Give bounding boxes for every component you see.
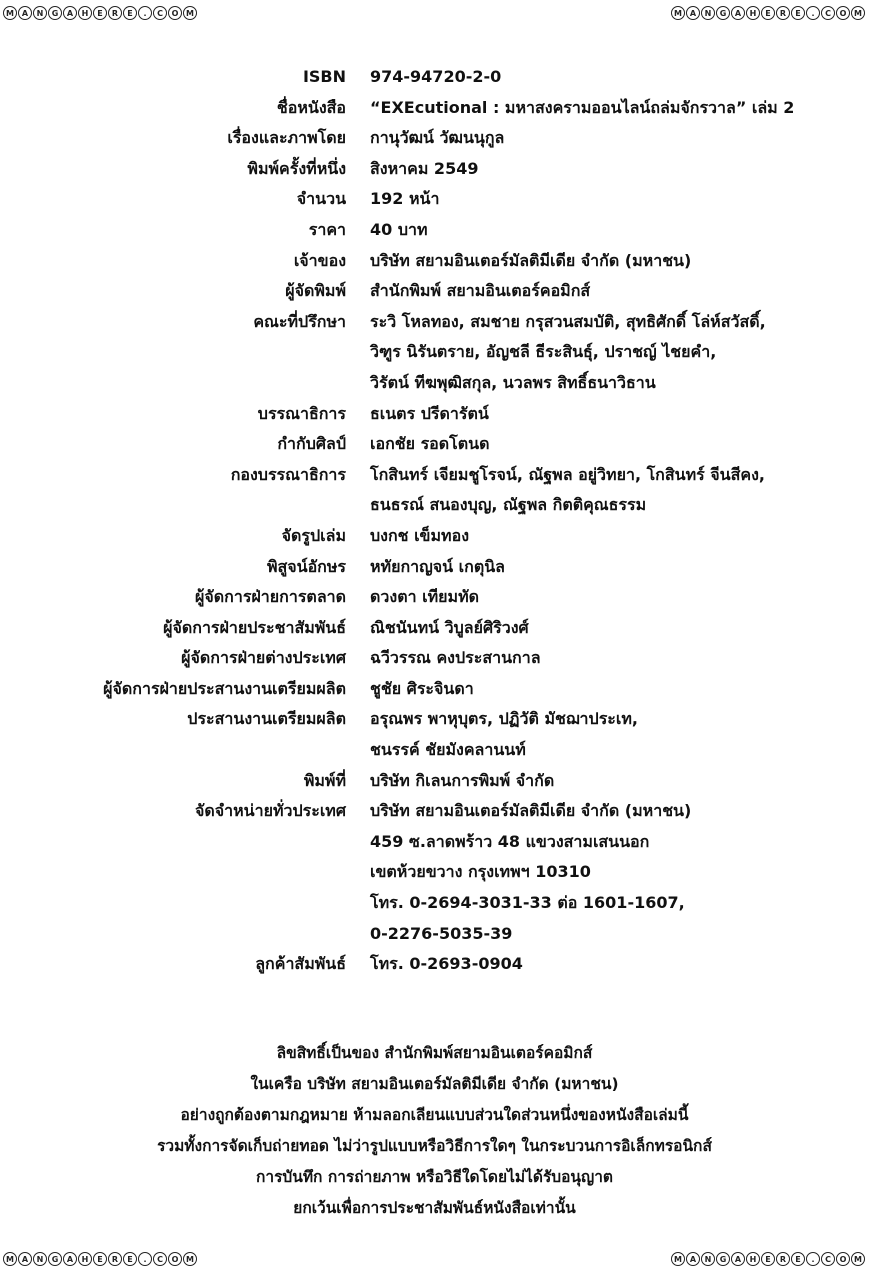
watermark-letter: . bbox=[806, 6, 820, 20]
watermark-letter: E bbox=[123, 6, 137, 20]
watermark-letter: A bbox=[18, 1252, 32, 1266]
credit-label: ผู้จัดการฝ่ายต่างประเทศ bbox=[181, 648, 346, 668]
credit-value: เขตห้วยขวาง กรุงเทพฯ 10310 bbox=[370, 862, 591, 882]
watermark-bottom-right bbox=[671, 1250, 866, 1268]
credit-value: ธนธรณ์ สนองบุญ, ณัฐพล กิตติคุณธรรม bbox=[370, 495, 647, 515]
credit-value: ธเนตร ปรีดารัตน์ bbox=[370, 403, 489, 423]
watermark-letter: A bbox=[686, 6, 700, 20]
credit-value: โทร. 0-2694-3031-33 ต่อ 1601-1607, bbox=[370, 893, 685, 913]
credit-values bbox=[370, 643, 850, 674]
credit-label: ISBN bbox=[302, 67, 346, 86]
watermark-letter: A bbox=[63, 1252, 77, 1266]
credit-values bbox=[370, 276, 850, 307]
credit-row bbox=[0, 93, 869, 124]
credit-row bbox=[0, 643, 869, 674]
credit-label: ผู้จัดพิมพ์ bbox=[285, 281, 346, 301]
credit-row bbox=[0, 552, 869, 583]
credit-value: โทร. 0-2693-0904 bbox=[370, 954, 523, 974]
credit-value: ชนรรค์ ชัยมังคลานนท์ bbox=[370, 740, 526, 760]
watermark-letter: E bbox=[93, 6, 107, 20]
watermark-letter: H bbox=[746, 1252, 760, 1266]
watermark-letter: H bbox=[78, 1252, 92, 1266]
watermark-letter: E bbox=[791, 6, 805, 20]
watermark-letter: C bbox=[153, 6, 167, 20]
credit-value: “EXEcutional : มหาสงครามออนไลน์ถล่มจักรวาล” เล่ม 2 bbox=[370, 97, 795, 117]
watermark-letter: R bbox=[776, 1252, 790, 1266]
credit-row bbox=[0, 123, 869, 154]
watermark-letter: A bbox=[63, 6, 77, 20]
credit-values bbox=[370, 582, 850, 613]
credit-values bbox=[370, 460, 850, 521]
credit-value: บริษัท สยามอินเตอร์มัลติมีเดีย จำกัด (มหาชน) bbox=[370, 250, 692, 270]
watermark-letter: M bbox=[3, 1252, 17, 1266]
credit-row bbox=[0, 949, 869, 980]
credit-value: 40 บาท bbox=[370, 219, 428, 239]
credit-label: กำกับศิลป์ bbox=[277, 434, 346, 454]
watermark-letter: . bbox=[138, 1252, 152, 1266]
watermark-letter: O bbox=[836, 1252, 850, 1266]
credit-row bbox=[0, 276, 869, 307]
watermark-letter: A bbox=[18, 6, 32, 20]
credit-row bbox=[0, 184, 869, 215]
credit-value: หทัยกาญจน์ เกตุนิล bbox=[370, 556, 505, 576]
credit-label: จัดรูปเล่ม bbox=[281, 525, 346, 545]
credit-row bbox=[0, 62, 869, 93]
watermark-letter: R bbox=[108, 1252, 122, 1266]
credit-value: สำนักพิมพ์ สยามอินเตอร์คอมิกส์ bbox=[370, 281, 591, 301]
credit-value: ณิชนันทน์ วิบูลย์ศิริวงศ์ bbox=[370, 617, 529, 637]
watermark-letter: G bbox=[716, 1252, 730, 1266]
credit-values bbox=[370, 154, 850, 185]
watermark-letter: . bbox=[806, 1252, 820, 1266]
watermark-top-left bbox=[3, 4, 198, 22]
credit-label: คณะที่ปรึกษา bbox=[253, 311, 346, 331]
credit-values bbox=[370, 429, 850, 460]
credit-values bbox=[370, 399, 850, 430]
credit-label: ชื่อหนังสือ bbox=[276, 97, 346, 117]
credit-values bbox=[370, 521, 850, 552]
credit-label: บรรณาธิการ bbox=[257, 403, 346, 423]
credit-row bbox=[0, 399, 869, 430]
credit-value: บริษัท สยามอินเตอร์มัลติมีเดีย จำกัด (มหาชน) bbox=[370, 801, 692, 821]
credit-values bbox=[370, 93, 850, 124]
watermark-letter: M bbox=[183, 6, 197, 20]
notice-line: ในเครือ บริษัท สยามอินเตอร์มัลติมีเดีย จำกัด (มหาชน) bbox=[250, 1075, 619, 1093]
credit-values bbox=[370, 307, 850, 399]
notice-line: ยกเว้นเพื่อการประชาสัมพันธ์หนังสือเท่านั้น bbox=[293, 1199, 576, 1217]
credit-label: พิมพ์ที่ bbox=[303, 770, 346, 790]
credit-value: 459 ซ.ลาดพร้าว 48 แขวงสามเสนนอก bbox=[370, 831, 650, 851]
watermark-letter: C bbox=[821, 1252, 835, 1266]
watermark-letter: A bbox=[731, 6, 745, 20]
credit-label: ผู้จัดการฝ่ายประสานงานเตรียมผลิต bbox=[103, 678, 346, 698]
credit-value: บงกช เข็มทอง bbox=[370, 525, 470, 545]
watermark-letter: H bbox=[746, 6, 760, 20]
credit-label: จัดจำหน่ายทั่วประเทศ bbox=[194, 801, 346, 821]
credit-values bbox=[370, 246, 850, 277]
credit-label: ผู้จัดการฝ่ายการตลาด bbox=[195, 587, 346, 607]
watermark-letter: E bbox=[93, 1252, 107, 1266]
credit-value: วิฑูร นิรันตราย, อัญชลี ธีระสินธุ์, ปราชญ์ ไชยคำ, bbox=[370, 342, 717, 362]
credit-row bbox=[0, 766, 869, 797]
credit-value: 0-2276-5035-39 bbox=[370, 923, 513, 943]
credit-value: ดวงตา เทียมทัด bbox=[370, 587, 480, 607]
watermark-letter: N bbox=[701, 6, 715, 20]
credit-value: อรุณพร พาหุบุตร, ปฏิวัติ มัชฌาประเท, bbox=[370, 709, 638, 729]
credit-value: 974-94720-2-0 bbox=[370, 67, 502, 86]
credit-values bbox=[370, 552, 850, 583]
watermark-letter: M bbox=[851, 6, 865, 20]
watermark-letter: M bbox=[3, 6, 17, 20]
notice-line: อย่างถูกต้องตามกฎหมาย ห้ามลอกเลียนแบบส่วนใดส่วนหนึ่งของหนังสือเล่มนี้ bbox=[180, 1106, 689, 1124]
credit-value: ชูชัย ศิระจินดา bbox=[370, 678, 474, 698]
credit-values bbox=[370, 123, 850, 154]
credit-label: ราคา bbox=[308, 219, 346, 239]
credit-value: กานุวัฒน์ วัฒนนุกูล bbox=[370, 128, 505, 148]
watermark-letter: . bbox=[138, 6, 152, 20]
credit-values bbox=[370, 215, 850, 246]
watermark-letter: O bbox=[168, 1252, 182, 1266]
copyright-notice bbox=[0, 1038, 869, 1224]
watermark-letter: M bbox=[183, 1252, 197, 1266]
credit-label: พิมพ์ครั้งที่หนึ่ง bbox=[247, 158, 346, 178]
credit-label: เจ้าของ bbox=[293, 250, 346, 270]
credit-values bbox=[370, 613, 850, 644]
watermark-letter: R bbox=[108, 6, 122, 20]
watermark-letter: N bbox=[33, 1252, 47, 1266]
watermark-letter: O bbox=[168, 6, 182, 20]
watermark-letter: M bbox=[851, 1252, 865, 1266]
credit-label: ประสานงานเตรียมผลิต bbox=[187, 709, 346, 729]
watermark-letter: M bbox=[671, 6, 685, 20]
credit-row bbox=[0, 704, 869, 765]
credit-row bbox=[0, 154, 869, 185]
watermark-letter: C bbox=[153, 1252, 167, 1266]
watermark-letter: E bbox=[761, 1252, 775, 1266]
watermark-letter: G bbox=[716, 6, 730, 20]
watermark-letter: G bbox=[48, 1252, 62, 1266]
watermark-letter: M bbox=[671, 1252, 685, 1266]
credit-label: ลูกค้าสัมพันธ์ bbox=[255, 954, 346, 974]
credit-label: กองบรรณาธิการ bbox=[230, 464, 346, 484]
watermark-letter: O bbox=[836, 6, 850, 20]
credit-row bbox=[0, 796, 869, 949]
watermark-letter: N bbox=[33, 6, 47, 20]
credit-values bbox=[370, 704, 850, 765]
credit-row bbox=[0, 215, 869, 246]
credit-row bbox=[0, 613, 869, 644]
credit-value: ระวิ โหลทอง, สมชาย กรุสวนสมบัติ, สุทธิศักดิ์ โล่ห์สวัสดิ์, bbox=[370, 311, 766, 331]
credit-values bbox=[370, 766, 850, 797]
credit-row bbox=[0, 674, 869, 705]
credit-row bbox=[0, 429, 869, 460]
watermark-letter: R bbox=[776, 6, 790, 20]
credit-values bbox=[370, 674, 850, 705]
watermark-letter: A bbox=[731, 1252, 745, 1266]
notice-line: ลิขสิทธิ์เป็นของ สำนักพิมพ์สยามอินเตอร์คอมิกส์ bbox=[276, 1044, 593, 1062]
credit-values bbox=[370, 796, 850, 949]
watermark-letter: C bbox=[821, 6, 835, 20]
credit-values bbox=[370, 184, 850, 215]
credit-row bbox=[0, 307, 869, 399]
credit-value: บริษัท กิเลนการพิมพ์ จำกัด bbox=[370, 770, 555, 790]
notice-line: รวมทั้งการจัดเก็บถ่ายทอด ไม่ว่ารูปแบบหรือวิธีการใดๆ ในกระบวนการอิเล็กทรอนิกส์ bbox=[157, 1137, 712, 1155]
watermark-bottom-left bbox=[3, 1250, 198, 1268]
credit-row bbox=[0, 460, 869, 521]
credit-value: โกสินทร์ เจียมชูโรจน์, ณัฐพล อยู่วิทยา, โกสินทร์ จีนสีคง, bbox=[370, 464, 765, 484]
watermark-letter: E bbox=[791, 1252, 805, 1266]
credits-table bbox=[0, 62, 869, 980]
credit-value: วิรัตน์ ทีฆพุฒิสกุล, นวลพร สิทธิ์ธนาวิธาน bbox=[370, 372, 656, 392]
credit-value: เอกชัย รอดโตนด bbox=[370, 434, 490, 454]
watermark-letter: N bbox=[701, 1252, 715, 1266]
watermark-letter: G bbox=[48, 6, 62, 20]
credit-value: 192 หน้า bbox=[370, 189, 440, 209]
credit-values bbox=[370, 62, 850, 93]
watermark-top-right bbox=[671, 4, 866, 22]
credit-label: ผู้จัดการฝ่ายประชาสัมพันธ์ bbox=[163, 617, 346, 637]
watermark-letter: A bbox=[686, 1252, 700, 1266]
watermark-letter: E bbox=[123, 1252, 137, 1266]
credit-values bbox=[370, 949, 850, 980]
credit-label: พิสูจน์อักษร bbox=[266, 556, 346, 576]
credit-value: สิงหาคม 2549 bbox=[370, 158, 479, 178]
credit-row bbox=[0, 246, 869, 277]
credit-label: จำนวน bbox=[296, 189, 346, 209]
notice-line: การบันทึก การถ่ายภาพ หรือวิธีใดโดยไม่ได้รับอนุญาต bbox=[255, 1168, 613, 1186]
watermark-letter: H bbox=[78, 6, 92, 20]
credit-row bbox=[0, 521, 869, 552]
credit-label: เรื่องและภาพโดย bbox=[227, 128, 346, 148]
credit-value: ฉวีวรรณ คงประสานกาล bbox=[370, 648, 541, 668]
credit-row bbox=[0, 582, 869, 613]
watermark-letter: E bbox=[761, 6, 775, 20]
